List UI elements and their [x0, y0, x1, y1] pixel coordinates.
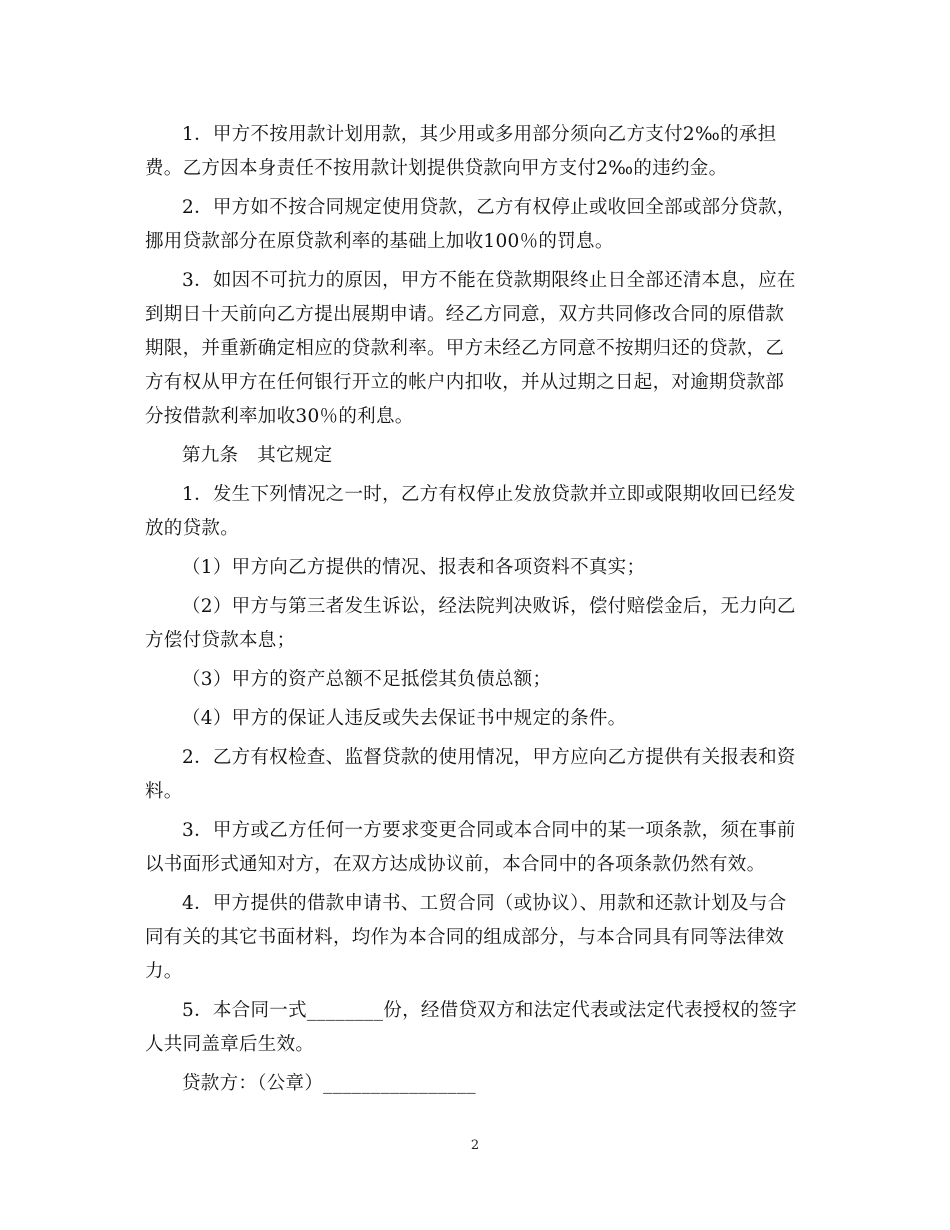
paragraph-item-3: （3）甲方的资产总额不足抵偿其负债总额；: [182, 669, 552, 690]
paragraph-item-4: （4）甲方的保证人违反或失去保证书中规定的条件。: [182, 708, 627, 729]
paragraph-item-2: （2）甲方与第三者发生诉讼，经法院判决败诉，偿付赔偿金后，无力向乙方偿付贷款本息；: [145, 596, 796, 651]
paragraph-clause-9-1: 1．发生下列情况之一时，乙方有权停止发放贷款并立即或限期收回已经发放的贷款。: [145, 484, 796, 539]
paragraph-clause-9-2: 2．乙方有权检查、监督贷款的使用情况，甲方应向乙方提供有关报表和资料。: [145, 747, 796, 802]
lender-signature-line: 贷款方：（公章）________________: [182, 1073, 476, 1094]
paragraph-clause-9-4: 4．甲方提供的借款申请书、工贸合同（或协议）、用款和还款计划及与合同有关的其它书面材料，均作为本合同的组成部分，与本合同具有同等法律效力。: [145, 893, 787, 982]
section-heading-article-9: 第九条 其它规定: [182, 445, 333, 466]
paragraph-clause-9-5: 5．本合同一式________份，经借贷双方和法定代表或法定代表授权的签字人共同盖章后生效。: [145, 1000, 797, 1055]
paragraph-clause-8-1: 1．甲方不按用款计划用款，其少用或多用部分须向乙方支付2‰的承担费。乙方因本身责任不按用款计划提供贷款向甲方支付2‰的违约金。: [145, 124, 777, 179]
page-number: 2: [470, 1138, 480, 1153]
paragraph-item-1: （1）甲方向乙方提供的情况、报表和各项资料不真实；: [182, 557, 646, 578]
paragraph-clause-8-2: 2．甲方如不按合同规定使用贷款，乙方有权停止或收回全部或部分贷款，挪用贷款部分在原贷款利率的基础上加收100％的罚息。: [145, 197, 796, 252]
paragraph-clause-8-3: 3．如因不可抗力的原因，甲方不能在贷款期限终止日全部还清本息，应在到期日十天前向乙方提出展期申请。经乙方同意，双方共同修改合同的原借款期限，并重新确定相应的贷款利率。甲方未经乙方同意不按期归还的贷款，乙方有权从甲方在任何银行开立的帐户内扣收，并从过期之日起，对逾期贷款部分按借款利率加收30％的利息。: [145, 270, 796, 427]
paragraph-clause-9-3: 3．甲方或乙方任何一方要求变更合同或本合同中的某一项条款，须在事前以书面形式通知对方，在双方达成协议前，本合同中的各项条款仍然有效。: [145, 820, 796, 875]
